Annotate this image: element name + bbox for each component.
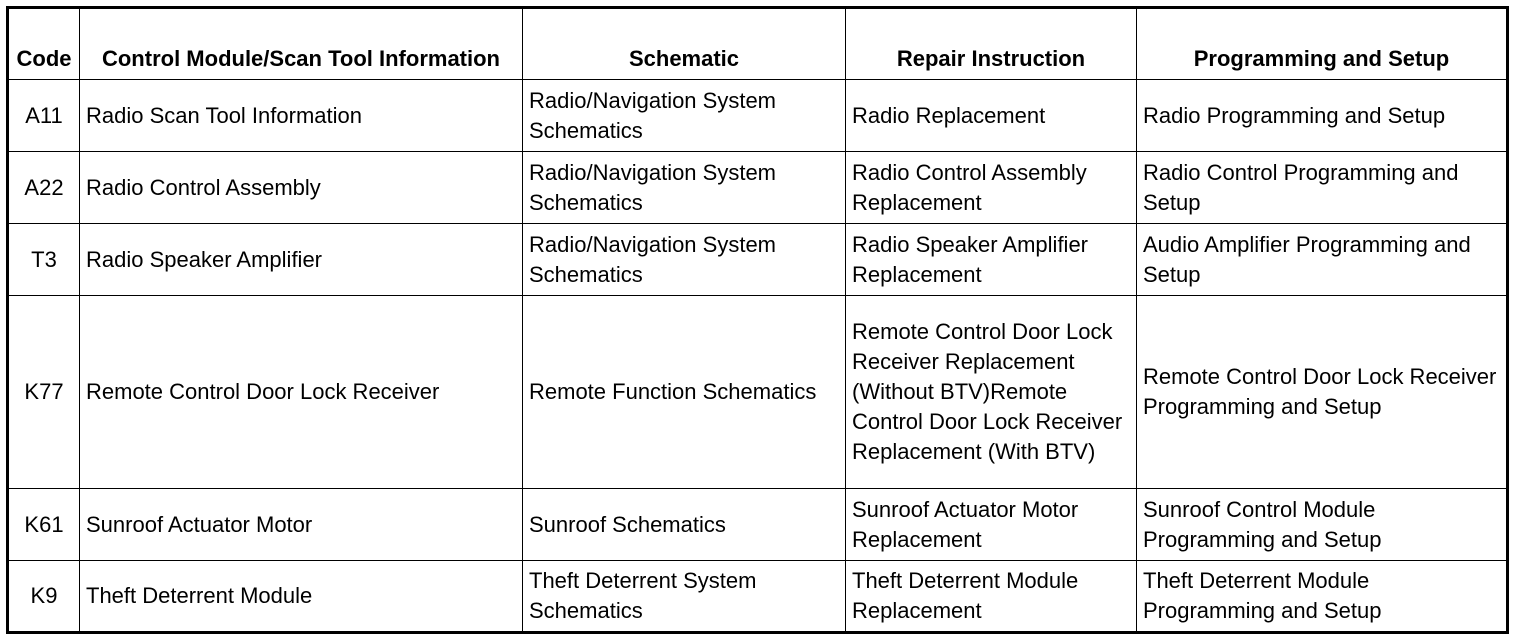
cell-programming: Radio Programming and Setup	[1137, 80, 1508, 152]
cell-repair-instruction: Radio Control Assembly Replacement	[846, 152, 1137, 224]
header-schematic: Schematic	[523, 8, 846, 80]
table-container	[6, 6, 1509, 634]
header-programming: Programming and Setup	[1137, 8, 1508, 80]
cell-control-module: Radio Control Assembly	[80, 152, 523, 224]
header-code: Code	[8, 8, 80, 80]
cell-code: K9	[8, 561, 80, 633]
cell-code: K77	[8, 296, 80, 489]
cell-schematic: Radio/Navigation System Schematics	[523, 224, 846, 296]
table-row	[8, 296, 1508, 489]
cell-programming: Theft Deterrent Module Programming and Setup	[1137, 561, 1508, 633]
cell-repair-instruction: Theft Deterrent Module Replacement	[846, 561, 1137, 633]
cell-code: A11	[8, 80, 80, 152]
cell-programming: Audio Amplifier Programming and Setup	[1137, 224, 1508, 296]
cell-repair-instruction: Radio Speaker Amplifier Replacement	[846, 224, 1137, 296]
cell-code: T3	[8, 224, 80, 296]
cell-control-module: Radio Scan Tool Information	[80, 80, 523, 152]
header-control-module: Control Module/Scan Tool Information	[80, 8, 523, 80]
header-repair-instruction: Repair Instruction	[846, 8, 1137, 80]
table-row	[8, 489, 1508, 561]
header-row	[8, 8, 1508, 80]
cell-schematic: Radio/Navigation System Schematics	[523, 80, 846, 152]
cell-schematic: Radio/Navigation System Schematics	[523, 152, 846, 224]
cell-programming: Remote Control Door Lock Receiver Programming and Setup	[1137, 296, 1508, 489]
module-reference-table	[6, 6, 1509, 634]
cell-code: A22	[8, 152, 80, 224]
table-row	[8, 561, 1508, 633]
cell-schematic: Sunroof Schematics	[523, 489, 846, 561]
cell-control-module: Radio Speaker Amplifier	[80, 224, 523, 296]
table-row	[8, 152, 1508, 224]
cell-control-module: Theft Deterrent Module	[80, 561, 523, 633]
cell-schematic: Remote Function Schematics	[523, 296, 846, 489]
cell-control-module: Sunroof Actuator Motor	[80, 489, 523, 561]
cell-programming: Sunroof Control Module Programming and Setup	[1137, 489, 1508, 561]
cell-code: K61	[8, 489, 80, 561]
table-row	[8, 224, 1508, 296]
cell-repair-instruction: Sunroof Actuator Motor Replacement	[846, 489, 1137, 561]
cell-schematic: Theft Deterrent System Schematics	[523, 561, 846, 633]
cell-repair-instruction: Remote Control Door Lock Receiver Replacement (Without BTV)Remote Control Door Lock Receiver Replacement (With BTV)	[846, 296, 1137, 489]
cell-repair-instruction: Radio Replacement	[846, 80, 1137, 152]
table-row	[8, 80, 1508, 152]
cell-control-module: Remote Control Door Lock Receiver	[80, 296, 523, 489]
cell-programming: Radio Control Programming and Setup	[1137, 152, 1508, 224]
